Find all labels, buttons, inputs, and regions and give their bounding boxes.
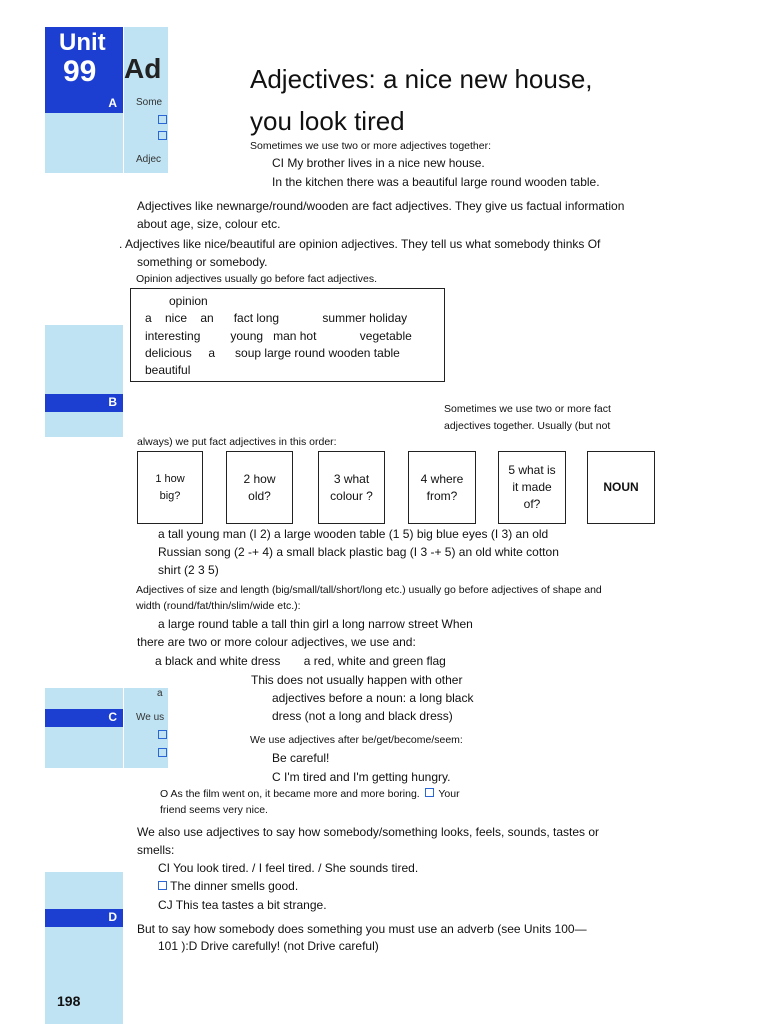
section-a-marker: A (45, 95, 123, 113)
size-example: there are two or more colour adjectives, we use and: (137, 635, 416, 649)
section-b-marker: B (45, 394, 123, 412)
peek-panel-c (124, 688, 168, 768)
c-intro: We use adjectives after be/get/become/seem: (250, 734, 463, 746)
peek-text: We us (136, 712, 165, 723)
order-box-noun: NOUN (587, 451, 655, 524)
page-number: 198 (57, 993, 81, 1009)
order-box-origin: 4 where from? (408, 451, 476, 524)
b-note: adjectives together. Usually (but not (444, 420, 611, 432)
d-example: CJ This tea tastes a bit strange. (158, 898, 327, 912)
d-paragraph: smells: (137, 843, 175, 857)
unit-badge (45, 27, 123, 95)
colour-example: a black and white dress a red, white and green flag (155, 654, 446, 668)
peek-text: a (157, 688, 163, 699)
table-line: beautiful (145, 363, 191, 377)
size-example: a large round table a tall thin girl a long narrow street When (158, 617, 473, 631)
peek-text: Adjec (136, 154, 162, 165)
intro-text: Sometimes we use two or more adjectives together: (250, 140, 492, 152)
example-line: CI My brother lives in a nice new house. (272, 156, 485, 170)
fact-paragraph: Adjectives like newnarge/round/wooden are fact adjectives. They give us factual information (137, 199, 625, 213)
section-d-marker: D (45, 909, 123, 927)
b-note: Sometimes we use two or more fact (444, 403, 611, 415)
order-box-age: 2 how old? (226, 451, 293, 524)
c-example: Be careful! (272, 751, 330, 765)
checkbox-icon (158, 881, 167, 890)
not-note: adjectives before a noun: a long black (272, 691, 474, 705)
unit-label: Unit (59, 29, 106, 56)
d-example: The dinner smells good. (158, 877, 298, 895)
table-line: a nice an fact long summer holiday (145, 311, 408, 325)
order-box-colour: 3 what colour ? (318, 451, 385, 524)
peek-text: Some (136, 97, 163, 108)
c-example: friend seems very nice. (160, 804, 268, 816)
size-paragraph: width (round/fat/thin/slim/wide etc.): (136, 600, 301, 612)
example-line: In the kitchen there was a beautiful large round wooden table. (272, 175, 600, 189)
not-note: This does not usually happen with other (251, 673, 463, 687)
size-paragraph: Adjectives of size and length (big/small/tall/short/long etc.) usually go before adjectives of shape and (136, 584, 602, 596)
table-line: interesting young man hot vegetable (145, 329, 412, 343)
d-paragraph: But to say how somebody does something you must use an adverb (see Units 100— (137, 922, 587, 936)
table-line: delicious a soup large round wooden table (145, 346, 400, 360)
b-example: Russian song (2 -+ 4) a small black plastic bag (I 3 -+ 5) an old white cotton (158, 545, 559, 559)
d-example: CI You look tired. / I feel tired. / She sounds tired. (158, 861, 419, 875)
d-paragraph: We also use adjectives to say how somebody/something looks, feels, sounds, tastes or (137, 825, 600, 839)
b-example: a tall young man (I 2) a large wooden table (1 5) big blue eyes (I 3) an old (158, 527, 549, 541)
unit-number: 99 (63, 55, 97, 88)
peek-panel-a (124, 27, 168, 173)
d-paragraph: 101 ):D Drive carefully! (not Drive careful) (158, 939, 379, 953)
opinion-paragraph: . Adjectives like nice/beautiful are opinion adjectives. They tell us what somebody thinks Of (119, 237, 601, 251)
checkbox-icon (425, 788, 434, 797)
order-box-material: 5 what is it made of? (498, 451, 566, 524)
fact-paragraph: about age, size, colour etc. (137, 217, 281, 231)
not-note: dress (not a long and black dress) (272, 709, 453, 723)
table-line: opinion (169, 294, 208, 308)
side-strip-b (45, 325, 123, 437)
peek-title: Ad (124, 53, 162, 84)
order-note: Opinion adjectives usually go before fact adjectives. (136, 273, 378, 285)
order-box-size: 1 how big? (137, 451, 203, 524)
b-example: shirt (2 3 5) (158, 563, 219, 577)
opinion-paragraph: something or somebody. (137, 255, 268, 269)
section-c-marker: C (45, 709, 123, 727)
c-example: C I'm tired and I'm getting hungry. (272, 770, 451, 784)
c-example: O As the film went on, it became more and more boring. Your (160, 788, 460, 800)
side-strip-c (45, 688, 123, 768)
page-title: Adjectives: a nice new house, you look tired (250, 64, 593, 136)
b-note: always) we put fact adjectives in this order: (137, 436, 337, 448)
opinion-fact-table (130, 288, 445, 382)
